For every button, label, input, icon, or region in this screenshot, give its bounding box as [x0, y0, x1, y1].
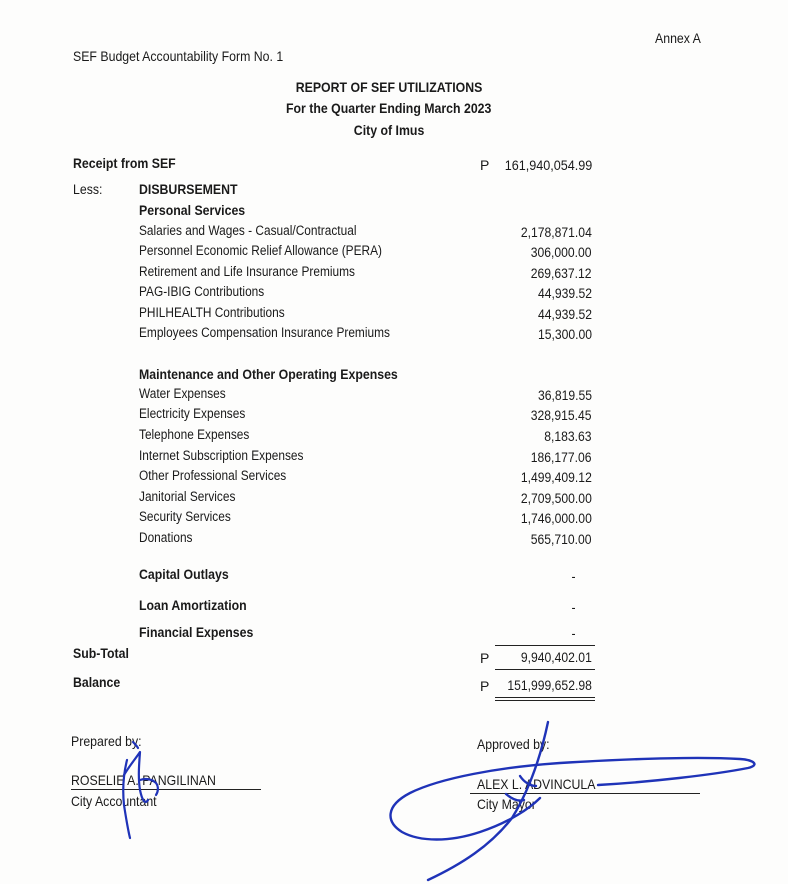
- approved-by-caption: Approved by:: [477, 736, 550, 752]
- subtotal-amount: 9,940,402.01: [521, 650, 592, 665]
- list-item: PHILHEALTH Contributions: [139, 305, 285, 320]
- list-item: Water Expenses: [139, 386, 226, 401]
- approved-by-name: ALEX L. ADVINCULA: [477, 776, 596, 792]
- annex-label: Annex A: [655, 30, 701, 46]
- prepared-by-signature-line: [71, 789, 261, 790]
- list-item: Retirement and Life Insurance Premiums: [139, 264, 355, 279]
- loan-amortization-heading: Loan Amortization: [139, 597, 247, 613]
- list-item-amount: 269,637.12: [531, 266, 592, 281]
- list-item: Other Professional Services: [139, 468, 287, 483]
- mayor-signature: [391, 722, 755, 880]
- list-item: Employees Compensation Insurance Premiums: [139, 325, 390, 340]
- balance-amount: 151,999,652.98: [507, 678, 592, 693]
- mooe-heading: Maintenance and Other Operating Expenses: [139, 366, 398, 382]
- prepared-by-caption: Prepared by:: [71, 733, 142, 749]
- list-item-amount: 186,177.06: [531, 450, 592, 465]
- balance-label: Balance: [73, 674, 121, 690]
- balance-double-underline-top: [495, 697, 595, 698]
- prepared-by-name: ROSELIE A. PANGILINAN: [71, 772, 216, 788]
- report-period: For the Quarter Ending March 2023: [286, 100, 492, 116]
- financial-expenses-heading: Financial Expenses: [139, 624, 254, 640]
- list-item: PAG-IBIG Contributions: [139, 284, 265, 299]
- list-item-amount: 44,939.52: [537, 307, 592, 322]
- list-item-amount: 15,300.00: [537, 327, 592, 342]
- list-item: Telephone Expenses: [139, 427, 250, 442]
- prepared-by-title: City Accountant: [71, 793, 157, 809]
- loan-amortization-amount: -: [570, 600, 575, 615]
- capital-outlays-heading: Capital Outlays: [139, 566, 229, 582]
- form-number: SEF Budget Accountability Form No. 1: [73, 48, 284, 64]
- list-item: Personnel Economic Relief Allowance (PERA): [139, 243, 382, 258]
- list-item: Electricity Expenses: [139, 406, 246, 421]
- list-item: Janitorial Services: [139, 489, 236, 504]
- list-item-amount: 44,939.52: [537, 286, 592, 301]
- list-item-amount: 8,183.63: [544, 429, 592, 444]
- list-item-amount: 2,178,871.04: [521, 225, 592, 240]
- subtotal-rule: [495, 645, 595, 646]
- approved-by-signature-line: [470, 793, 700, 794]
- list-item-amount: 1,746,000.00: [521, 511, 592, 526]
- list-item-amount: 565,710.00: [531, 532, 592, 547]
- approved-by-title: City Mayor: [477, 796, 536, 812]
- capital-outlays-amount: -: [570, 569, 575, 584]
- balance-double-underline-bottom: [495, 700, 595, 701]
- list-item: Security Services: [139, 509, 231, 524]
- receipt-currency: P: [480, 157, 490, 173]
- subtotal-label: Sub-Total: [73, 645, 129, 661]
- receipt-amount: 161,940,054.99: [504, 157, 592, 173]
- list-item-amount: 2,709,500.00: [521, 491, 592, 506]
- subtotal-underline: [495, 669, 595, 670]
- balance-currency: P: [480, 678, 490, 694]
- accountant-signature: [123, 742, 158, 838]
- report-title: REPORT OF SEF UTILIZATIONS: [295, 79, 483, 95]
- receipt-label: Receipt from SEF: [73, 155, 176, 171]
- list-item: Donations: [139, 530, 193, 545]
- list-item-amount: 36,819.55: [537, 388, 592, 403]
- report-city: City of Imus: [353, 122, 425, 138]
- personal-services-heading: Personal Services: [139, 202, 246, 218]
- disbursement-heading: DISBURSEMENT: [139, 181, 238, 197]
- list-item-amount: 328,915.45: [531, 408, 592, 423]
- less-label: Less:: [73, 181, 103, 197]
- list-item-amount: 306,000.00: [531, 245, 592, 260]
- subtotal-currency: P: [480, 650, 490, 666]
- list-item-amount: 1,499,409.12: [521, 470, 592, 485]
- list-item: Salaries and Wages - Casual/Contractual: [139, 223, 357, 238]
- financial-expenses-amount: -: [570, 626, 575, 641]
- list-item: Internet Subscription Expenses: [139, 448, 304, 463]
